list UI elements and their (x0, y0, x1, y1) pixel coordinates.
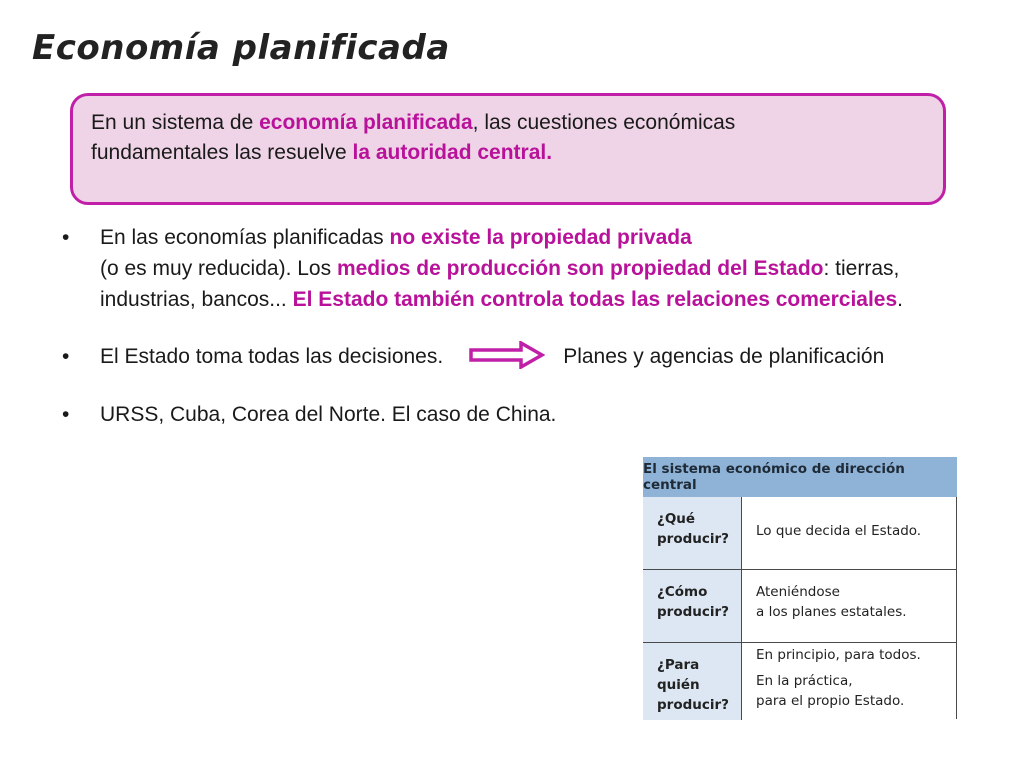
answer-line: Lo que decida el Estado. (756, 523, 922, 539)
bullet-line (100, 284, 962, 315)
definition-line-1 (91, 108, 925, 138)
bullet-text: URSS, Cuba, Corea del Norte. El caso de China. (100, 403, 557, 426)
question-line: ¿Qué (657, 511, 696, 527)
page-title: Economía planificada (32, 28, 450, 68)
answer-line: Ateniéndose (756, 584, 840, 600)
definition-text: , las cuestiones económicas (472, 111, 736, 134)
answer-line: En la práctica, (756, 673, 853, 689)
bullet-line (100, 253, 962, 284)
bullet-text: (o es muy reducida). Los (100, 257, 337, 280)
table-row (643, 569, 957, 643)
bullet-dot: • (62, 403, 70, 426)
table-header: El sistema económico de dirección central (643, 457, 957, 497)
bullet-text: Planes y agencias de planificación (563, 345, 885, 368)
answer-line: En principio, para todos. (756, 647, 921, 663)
bullet-dot: • (62, 345, 70, 368)
bullet-line (100, 222, 962, 253)
bullet-text: industrias, bancos... (100, 288, 293, 311)
bullet-item (62, 399, 962, 430)
table-question-cell (643, 643, 741, 720)
arrow-right-icon (469, 341, 545, 369)
question-line: quién (657, 677, 700, 693)
bullet-text: El Estado toma todas las decisiones. (100, 345, 444, 368)
central-economy-table (643, 457, 957, 719)
bullet-text: . (897, 288, 904, 311)
question-line: ¿Cómo (657, 584, 708, 600)
table-row (643, 642, 957, 720)
bullet-highlight: no existe la propiedad privada (389, 226, 692, 249)
definition-text: fundamentales las resuelve (91, 141, 353, 164)
question-line: ¿Para (657, 657, 700, 673)
bullet-text: En las economías planificadas (100, 226, 390, 249)
bullet-dot: • (62, 226, 70, 249)
definition-highlight: la autoridad central (352, 141, 547, 164)
definition-text: . (546, 141, 553, 164)
question-line: producir? (657, 531, 729, 547)
table-question-cell (643, 570, 741, 643)
bullet-text: : tierras, (823, 257, 900, 280)
question-line: producir? (657, 697, 729, 713)
bullet-highlight: El Estado también controla todas las relaciones comerciales (292, 288, 898, 311)
bullet-item (62, 222, 962, 315)
table-answer-cell (741, 497, 957, 569)
definition-highlight: economía planificada (259, 111, 473, 134)
definition-text: En un sistema de (91, 111, 260, 134)
definition-box (70, 93, 946, 205)
answer-line: para el propio Estado. (756, 693, 905, 709)
answer-line: a los planes estatales. (756, 604, 907, 620)
definition-line-2 (91, 138, 925, 168)
question-line: producir? (657, 604, 729, 620)
bullet-highlight: medios de producción son propiedad del Estado (336, 257, 824, 280)
bullet-item (62, 341, 962, 372)
table-question-cell (643, 497, 741, 569)
table-answer-cell (741, 643, 957, 720)
table-row (643, 497, 957, 569)
bullet-list (62, 222, 962, 430)
table-answer-cell (741, 570, 957, 643)
